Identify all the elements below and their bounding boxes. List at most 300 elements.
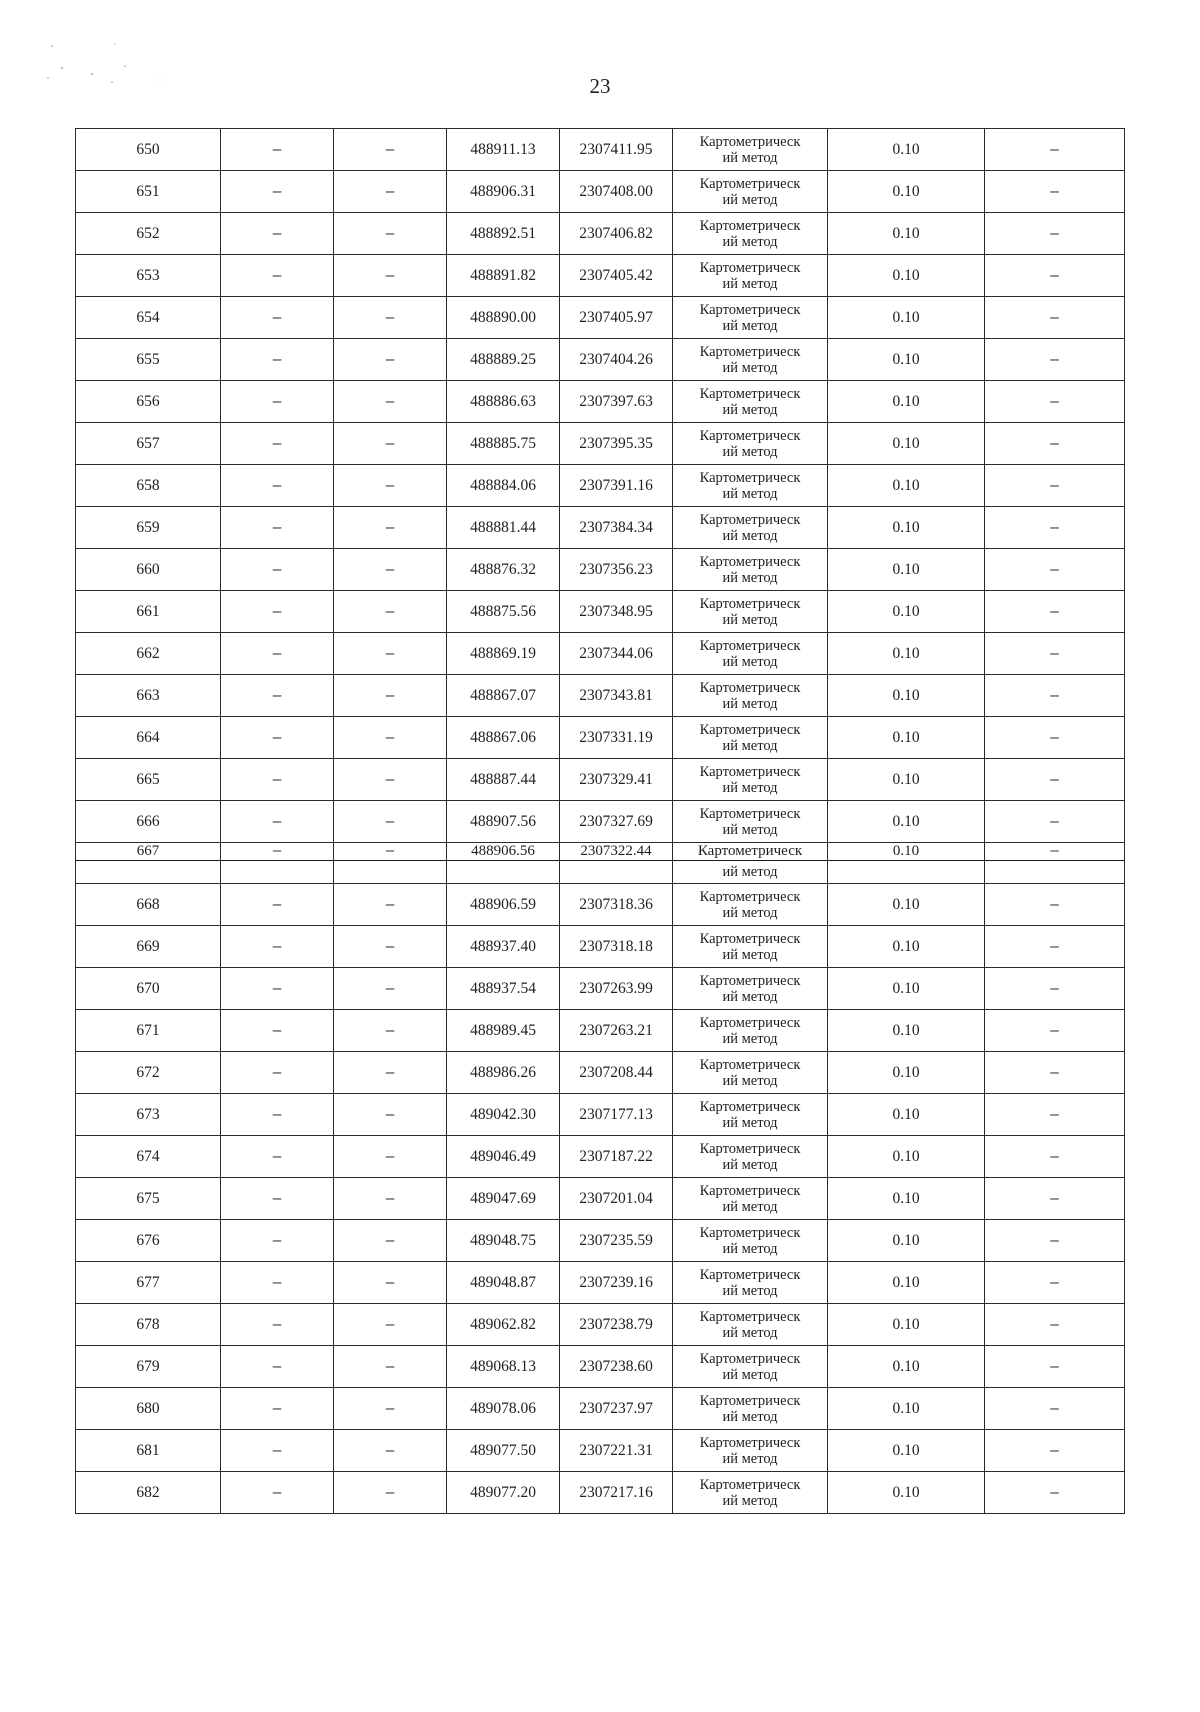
x-coordinate-cell: 488906.59 bbox=[447, 884, 560, 926]
x-coordinate-cell: 488892.51 bbox=[447, 213, 560, 255]
point-number-cell: 650 bbox=[76, 129, 221, 171]
table-row bbox=[76, 1472, 1125, 1514]
x-coordinate-cell: 489048.75 bbox=[447, 1220, 560, 1262]
empty-dash-cell: – bbox=[334, 1178, 447, 1220]
y-coordinate-cell: 2307344.06 bbox=[560, 633, 673, 675]
x-coordinate-cell: 488907.56 bbox=[447, 801, 560, 843]
empty-dash-cell: – bbox=[221, 213, 334, 255]
accuracy-cell: 0.10 bbox=[828, 801, 985, 843]
empty-dash-cell: – bbox=[221, 381, 334, 423]
x-coordinate-cell: 489046.49 bbox=[447, 1136, 560, 1178]
empty-dash-cell: – bbox=[334, 1430, 447, 1472]
method-cell: Картометрическ ий метод bbox=[673, 465, 828, 507]
empty-dash-cell: – bbox=[334, 1304, 447, 1346]
method-cell: Картометрическ ий метод bbox=[673, 549, 828, 591]
x-coordinate-cell: 488906.56 bbox=[447, 843, 560, 861]
y-coordinate-cell: 2307187.22 bbox=[560, 1136, 673, 1178]
empty-dash-cell: – bbox=[221, 339, 334, 381]
empty-dash-cell: – bbox=[334, 675, 447, 717]
empty-dash-cell: – bbox=[221, 297, 334, 339]
accuracy-cell: 0.10 bbox=[828, 843, 985, 861]
table-row-split-bottom bbox=[76, 861, 1125, 884]
x-coordinate-cell: 489068.13 bbox=[447, 1346, 560, 1388]
empty-dash-cell: – bbox=[334, 381, 447, 423]
x-coordinate-cell: 489077.50 bbox=[447, 1430, 560, 1472]
y-coordinate-cell: 2307208.44 bbox=[560, 1052, 673, 1094]
method-cell: Картометрическ ий метод bbox=[673, 926, 828, 968]
y-coordinate-cell: 2307263.99 bbox=[560, 968, 673, 1010]
x-coordinate-cell: 488937.54 bbox=[447, 968, 560, 1010]
empty-dash-cell: – bbox=[985, 507, 1125, 549]
empty-dash-cell: – bbox=[334, 255, 447, 297]
y-coordinate-cell: 2307238.79 bbox=[560, 1304, 673, 1346]
method-cell: Картометрическ ий метод bbox=[673, 717, 828, 759]
point-number-cell: 666 bbox=[76, 801, 221, 843]
empty-dash-cell: – bbox=[985, 717, 1125, 759]
y-coordinate-cell: 2307411.95 bbox=[560, 129, 673, 171]
empty-dash-cell: – bbox=[221, 1220, 334, 1262]
table-body-split-row bbox=[76, 843, 1125, 884]
empty-dash-cell: – bbox=[334, 801, 447, 843]
accuracy-cell: 0.10 bbox=[828, 507, 985, 549]
x-coordinate-cell: 488890.00 bbox=[447, 297, 560, 339]
accuracy-cell: 0.10 bbox=[828, 297, 985, 339]
x-coordinate-cell: 488937.40 bbox=[447, 926, 560, 968]
point-number-cell: 658 bbox=[76, 465, 221, 507]
point-number-cell: 681 bbox=[76, 1430, 221, 1472]
y-coordinate-cell: 2307405.42 bbox=[560, 255, 673, 297]
table-row bbox=[76, 759, 1125, 801]
y-coordinate-cell: 2307343.81 bbox=[560, 675, 673, 717]
empty-dash-cell: – bbox=[985, 1178, 1125, 1220]
x-coordinate-cell: 488886.63 bbox=[447, 381, 560, 423]
y-coordinate-cell: 2307327.69 bbox=[560, 801, 673, 843]
accuracy-cell: 0.10 bbox=[828, 633, 985, 675]
point-number-cell: 662 bbox=[76, 633, 221, 675]
x-coordinate-cell: 488875.56 bbox=[447, 591, 560, 633]
method-cell: Картометрическ ий метод bbox=[673, 759, 828, 801]
empty-cell bbox=[447, 861, 560, 884]
x-coordinate-cell: 489042.30 bbox=[447, 1094, 560, 1136]
table-row bbox=[76, 1010, 1125, 1052]
method-cell: Картометрическ ий метод bbox=[673, 591, 828, 633]
table-row bbox=[76, 1262, 1125, 1304]
empty-dash-cell: – bbox=[221, 591, 334, 633]
empty-dash-cell: – bbox=[334, 339, 447, 381]
table-row bbox=[76, 1052, 1125, 1094]
page-number: 23 bbox=[589, 74, 611, 98]
y-coordinate-cell: 2307329.41 bbox=[560, 759, 673, 801]
point-number-cell: 667 bbox=[76, 843, 221, 861]
x-coordinate-cell: 488867.06 bbox=[447, 717, 560, 759]
empty-dash-cell: – bbox=[221, 1262, 334, 1304]
empty-dash-cell: – bbox=[985, 129, 1125, 171]
table-row bbox=[76, 171, 1125, 213]
empty-dash-cell: – bbox=[221, 1136, 334, 1178]
empty-dash-cell: – bbox=[985, 1010, 1125, 1052]
empty-dash-cell: – bbox=[334, 968, 447, 1010]
empty-dash-cell: – bbox=[334, 1262, 447, 1304]
accuracy-cell: 0.10 bbox=[828, 1304, 985, 1346]
y-coordinate-cell: 2307322.44 bbox=[560, 843, 673, 861]
empty-dash-cell: – bbox=[334, 171, 447, 213]
method-cell: Картометрическ ий метод bbox=[673, 129, 828, 171]
table-row bbox=[76, 1388, 1125, 1430]
empty-dash-cell: – bbox=[985, 675, 1125, 717]
method-cell: Картометрическ ий метод bbox=[673, 423, 828, 465]
method-cell: Картометрическ ий метод bbox=[673, 507, 828, 549]
empty-dash-cell: – bbox=[221, 1094, 334, 1136]
point-number-cell: 674 bbox=[76, 1136, 221, 1178]
empty-dash-cell: – bbox=[221, 675, 334, 717]
y-coordinate-cell: 2307235.59 bbox=[560, 1220, 673, 1262]
x-coordinate-cell: 488891.82 bbox=[447, 255, 560, 297]
empty-dash-cell: – bbox=[334, 1094, 447, 1136]
table-row bbox=[76, 1430, 1125, 1472]
y-coordinate-cell: 2307221.31 bbox=[560, 1430, 673, 1472]
scan-speck-marks bbox=[20, 40, 180, 90]
method-cell: Картометрическ ий метод bbox=[673, 213, 828, 255]
method-cell: Картометрическ ий метод bbox=[673, 1220, 828, 1262]
point-number-cell: 679 bbox=[76, 1346, 221, 1388]
x-coordinate-cell: 488889.25 bbox=[447, 339, 560, 381]
accuracy-cell: 0.10 bbox=[828, 1472, 985, 1514]
empty-cell bbox=[334, 861, 447, 884]
empty-cell bbox=[828, 861, 985, 884]
empty-dash-cell: – bbox=[985, 1136, 1125, 1178]
empty-dash-cell: – bbox=[334, 1136, 447, 1178]
y-coordinate-cell: 2307348.95 bbox=[560, 591, 673, 633]
y-coordinate-cell: 2307384.34 bbox=[560, 507, 673, 549]
table-row bbox=[76, 591, 1125, 633]
empty-cell bbox=[76, 861, 221, 884]
empty-dash-cell: – bbox=[985, 1220, 1125, 1262]
empty-dash-cell: – bbox=[985, 801, 1125, 843]
method-cell: Картометрическ ий метод bbox=[673, 1136, 828, 1178]
empty-dash-cell: – bbox=[985, 1430, 1125, 1472]
method-cell: Картометрическ ий метод bbox=[673, 1472, 828, 1514]
empty-dash-cell: – bbox=[334, 465, 447, 507]
empty-dash-cell: – bbox=[985, 255, 1125, 297]
empty-dash-cell: – bbox=[985, 1472, 1125, 1514]
method-cell: Картометрическ bbox=[673, 843, 828, 861]
empty-dash-cell: – bbox=[221, 759, 334, 801]
point-number-cell: 661 bbox=[76, 591, 221, 633]
empty-cell bbox=[985, 861, 1125, 884]
empty-dash-cell: – bbox=[985, 549, 1125, 591]
empty-dash-cell: – bbox=[221, 968, 334, 1010]
empty-dash-cell: – bbox=[985, 1262, 1125, 1304]
method-cell: Картометрическ ий метод bbox=[673, 1430, 828, 1472]
empty-dash-cell: – bbox=[334, 1346, 447, 1388]
empty-dash-cell: – bbox=[221, 129, 334, 171]
empty-dash-cell: – bbox=[334, 213, 447, 255]
point-number-cell: 672 bbox=[76, 1052, 221, 1094]
y-coordinate-cell: 2307406.82 bbox=[560, 213, 673, 255]
accuracy-cell: 0.10 bbox=[828, 171, 985, 213]
table-row bbox=[76, 213, 1125, 255]
point-number-cell: 673 bbox=[76, 1094, 221, 1136]
point-number-cell: 671 bbox=[76, 1010, 221, 1052]
empty-dash-cell: – bbox=[985, 1304, 1125, 1346]
table-row bbox=[76, 633, 1125, 675]
method-cell: Картометрическ ий метод bbox=[673, 1262, 828, 1304]
x-coordinate-cell: 489048.87 bbox=[447, 1262, 560, 1304]
empty-dash-cell: – bbox=[985, 843, 1125, 861]
y-coordinate-cell: 2307405.97 bbox=[560, 297, 673, 339]
x-coordinate-cell: 488906.31 bbox=[447, 171, 560, 213]
method-cell: Картометрическ ий метод bbox=[673, 633, 828, 675]
empty-dash-cell: – bbox=[221, 255, 334, 297]
y-coordinate-cell: 2307177.13 bbox=[560, 1094, 673, 1136]
empty-dash-cell: – bbox=[985, 213, 1125, 255]
empty-dash-cell: – bbox=[985, 465, 1125, 507]
point-number-cell: 680 bbox=[76, 1388, 221, 1430]
accuracy-cell: 0.10 bbox=[828, 465, 985, 507]
point-number-cell: 678 bbox=[76, 1304, 221, 1346]
accuracy-cell: 0.10 bbox=[828, 1220, 985, 1262]
empty-dash-cell: – bbox=[985, 1388, 1125, 1430]
y-coordinate-cell: 2307397.63 bbox=[560, 381, 673, 423]
accuracy-cell: 0.10 bbox=[828, 1346, 985, 1388]
method-cell: Картометрическ ий метод bbox=[673, 255, 828, 297]
accuracy-cell: 0.10 bbox=[828, 926, 985, 968]
table-row bbox=[76, 423, 1125, 465]
empty-dash-cell: – bbox=[221, 1304, 334, 1346]
x-coordinate-cell: 489062.82 bbox=[447, 1304, 560, 1346]
point-number-cell: 657 bbox=[76, 423, 221, 465]
empty-dash-cell: – bbox=[985, 926, 1125, 968]
accuracy-cell: 0.10 bbox=[828, 255, 985, 297]
table-row bbox=[76, 255, 1125, 297]
table-row bbox=[76, 339, 1125, 381]
method-cell-continuation: ий метод bbox=[673, 861, 828, 884]
table-row bbox=[76, 549, 1125, 591]
y-coordinate-cell: 2307239.16 bbox=[560, 1262, 673, 1304]
table-body-lower bbox=[76, 884, 1125, 1514]
accuracy-cell: 0.10 bbox=[828, 1136, 985, 1178]
empty-dash-cell: – bbox=[221, 171, 334, 213]
accuracy-cell: 0.10 bbox=[828, 549, 985, 591]
method-cell: Картометрическ ий метод bbox=[673, 1094, 828, 1136]
table-row bbox=[76, 381, 1125, 423]
empty-dash-cell: – bbox=[985, 297, 1125, 339]
x-coordinate-cell: 488989.45 bbox=[447, 1010, 560, 1052]
empty-dash-cell: – bbox=[334, 129, 447, 171]
accuracy-cell: 0.10 bbox=[828, 381, 985, 423]
x-coordinate-cell: 488885.75 bbox=[447, 423, 560, 465]
empty-dash-cell: – bbox=[985, 591, 1125, 633]
empty-dash-cell: – bbox=[334, 1052, 447, 1094]
x-coordinate-cell: 489047.69 bbox=[447, 1178, 560, 1220]
empty-dash-cell: – bbox=[985, 633, 1125, 675]
method-cell: Картометрическ ий метод bbox=[673, 1346, 828, 1388]
table-row bbox=[76, 1178, 1125, 1220]
table-row bbox=[76, 675, 1125, 717]
empty-dash-cell: – bbox=[985, 381, 1125, 423]
accuracy-cell: 0.10 bbox=[828, 423, 985, 465]
empty-dash-cell: – bbox=[221, 717, 334, 759]
y-coordinate-cell: 2307238.60 bbox=[560, 1346, 673, 1388]
x-coordinate-cell: 488911.13 bbox=[447, 129, 560, 171]
empty-dash-cell: – bbox=[334, 591, 447, 633]
method-cell: Картометрическ ий метод bbox=[673, 968, 828, 1010]
point-number-cell: 676 bbox=[76, 1220, 221, 1262]
empty-dash-cell: – bbox=[985, 1052, 1125, 1094]
point-number-cell: 652 bbox=[76, 213, 221, 255]
table-row bbox=[76, 926, 1125, 968]
accuracy-cell: 0.10 bbox=[828, 1178, 985, 1220]
empty-dash-cell: – bbox=[221, 1430, 334, 1472]
accuracy-cell: 0.10 bbox=[828, 1010, 985, 1052]
accuracy-cell: 0.10 bbox=[828, 1430, 985, 1472]
x-coordinate-cell: 488876.32 bbox=[447, 549, 560, 591]
x-coordinate-cell: 489078.06 bbox=[447, 1388, 560, 1430]
empty-dash-cell: – bbox=[221, 1472, 334, 1514]
empty-dash-cell: – bbox=[221, 549, 334, 591]
method-cell: Картометрическ ий метод bbox=[673, 381, 828, 423]
empty-dash-cell: – bbox=[985, 1346, 1125, 1388]
empty-dash-cell: – bbox=[334, 926, 447, 968]
accuracy-cell: 0.10 bbox=[828, 717, 985, 759]
method-cell: Картометрическ ий метод bbox=[673, 1010, 828, 1052]
method-cell: Картометрическ ий метод bbox=[673, 801, 828, 843]
method-cell: Картометрическ ий метод bbox=[673, 884, 828, 926]
empty-dash-cell: – bbox=[334, 1388, 447, 1430]
point-number-cell: 669 bbox=[76, 926, 221, 968]
table-row bbox=[76, 1346, 1125, 1388]
empty-dash-cell: – bbox=[985, 171, 1125, 213]
table-row bbox=[76, 1220, 1125, 1262]
empty-dash-cell: – bbox=[221, 1052, 334, 1094]
y-coordinate-cell: 2307391.16 bbox=[560, 465, 673, 507]
point-number-cell: 651 bbox=[76, 171, 221, 213]
point-number-cell: 682 bbox=[76, 1472, 221, 1514]
accuracy-cell: 0.10 bbox=[828, 213, 985, 255]
point-number-cell: 659 bbox=[76, 507, 221, 549]
method-cell: Картометрическ ий метод bbox=[673, 339, 828, 381]
y-coordinate-cell: 2307356.23 bbox=[560, 549, 673, 591]
y-coordinate-cell: 2307237.97 bbox=[560, 1388, 673, 1430]
table-row bbox=[76, 1304, 1125, 1346]
table-body-upper bbox=[76, 129, 1125, 843]
method-cell: Картометрическ ий метод bbox=[673, 297, 828, 339]
empty-dash-cell: – bbox=[334, 549, 447, 591]
empty-dash-cell: – bbox=[221, 423, 334, 465]
point-number-cell: 668 bbox=[76, 884, 221, 926]
point-number-cell: 660 bbox=[76, 549, 221, 591]
empty-dash-cell: – bbox=[221, 465, 334, 507]
accuracy-cell: 0.10 bbox=[828, 339, 985, 381]
empty-dash-cell: – bbox=[334, 759, 447, 801]
empty-dash-cell: – bbox=[985, 968, 1125, 1010]
point-number-cell: 665 bbox=[76, 759, 221, 801]
x-coordinate-cell: 488887.44 bbox=[447, 759, 560, 801]
empty-dash-cell: – bbox=[334, 423, 447, 465]
empty-dash-cell: – bbox=[221, 884, 334, 926]
table-row bbox=[76, 968, 1125, 1010]
point-number-cell: 670 bbox=[76, 968, 221, 1010]
empty-dash-cell: – bbox=[985, 759, 1125, 801]
point-number-cell: 653 bbox=[76, 255, 221, 297]
x-coordinate-cell: 489077.20 bbox=[447, 1472, 560, 1514]
empty-dash-cell: – bbox=[221, 507, 334, 549]
empty-dash-cell: – bbox=[334, 297, 447, 339]
empty-dash-cell: – bbox=[334, 717, 447, 759]
empty-dash-cell: – bbox=[334, 1472, 447, 1514]
empty-dash-cell: – bbox=[985, 1094, 1125, 1136]
method-cell: Картометрическ ий метод bbox=[673, 675, 828, 717]
accuracy-cell: 0.10 bbox=[828, 759, 985, 801]
table-row bbox=[76, 129, 1125, 171]
y-coordinate-cell: 2307263.21 bbox=[560, 1010, 673, 1052]
x-coordinate-cell: 488869.19 bbox=[447, 633, 560, 675]
empty-dash-cell: – bbox=[985, 339, 1125, 381]
empty-dash-cell: – bbox=[221, 1178, 334, 1220]
empty-dash-cell: – bbox=[221, 1346, 334, 1388]
table-row bbox=[76, 801, 1125, 843]
method-cell: Картометрическ ий метод bbox=[673, 1304, 828, 1346]
y-coordinate-cell: 2307318.36 bbox=[560, 884, 673, 926]
empty-dash-cell: – bbox=[221, 633, 334, 675]
empty-dash-cell: – bbox=[221, 1388, 334, 1430]
empty-dash-cell: – bbox=[334, 884, 447, 926]
y-coordinate-cell: 2307217.16 bbox=[560, 1472, 673, 1514]
x-coordinate-cell: 488986.26 bbox=[447, 1052, 560, 1094]
accuracy-cell: 0.10 bbox=[828, 591, 985, 633]
y-coordinate-cell: 2307201.04 bbox=[560, 1178, 673, 1220]
empty-cell bbox=[221, 861, 334, 884]
x-coordinate-cell: 488884.06 bbox=[447, 465, 560, 507]
point-number-cell: 663 bbox=[76, 675, 221, 717]
table-row bbox=[76, 1094, 1125, 1136]
table-row bbox=[76, 507, 1125, 549]
y-coordinate-cell: 2307404.26 bbox=[560, 339, 673, 381]
point-number-cell: 675 bbox=[76, 1178, 221, 1220]
empty-dash-cell: – bbox=[985, 884, 1125, 926]
empty-dash-cell: – bbox=[221, 843, 334, 861]
empty-dash-cell: – bbox=[221, 1010, 334, 1052]
empty-cell bbox=[560, 861, 673, 884]
table-row-split-top bbox=[76, 843, 1125, 861]
empty-dash-cell: – bbox=[334, 843, 447, 861]
accuracy-cell: 0.10 bbox=[828, 968, 985, 1010]
point-number-cell: 656 bbox=[76, 381, 221, 423]
table-row bbox=[76, 884, 1125, 926]
table-row bbox=[76, 297, 1125, 339]
method-cell: Картометрическ ий метод bbox=[673, 1388, 828, 1430]
empty-dash-cell: – bbox=[334, 1220, 447, 1262]
empty-dash-cell: – bbox=[221, 801, 334, 843]
empty-dash-cell: – bbox=[221, 926, 334, 968]
accuracy-cell: 0.10 bbox=[828, 1094, 985, 1136]
table-row bbox=[76, 465, 1125, 507]
empty-dash-cell: – bbox=[985, 423, 1125, 465]
accuracy-cell: 0.10 bbox=[828, 884, 985, 926]
method-cell: Картометрическ ий метод bbox=[673, 171, 828, 213]
y-coordinate-cell: 2307331.19 bbox=[560, 717, 673, 759]
empty-dash-cell: – bbox=[334, 1010, 447, 1052]
accuracy-cell: 0.10 bbox=[828, 129, 985, 171]
empty-dash-cell: – bbox=[334, 507, 447, 549]
accuracy-cell: 0.10 bbox=[828, 1052, 985, 1094]
x-coordinate-cell: 488881.44 bbox=[447, 507, 560, 549]
point-number-cell: 677 bbox=[76, 1262, 221, 1304]
y-coordinate-cell: 2307395.35 bbox=[560, 423, 673, 465]
accuracy-cell: 0.10 bbox=[828, 1262, 985, 1304]
x-coordinate-cell: 488867.07 bbox=[447, 675, 560, 717]
accuracy-cell: 0.10 bbox=[828, 1388, 985, 1430]
